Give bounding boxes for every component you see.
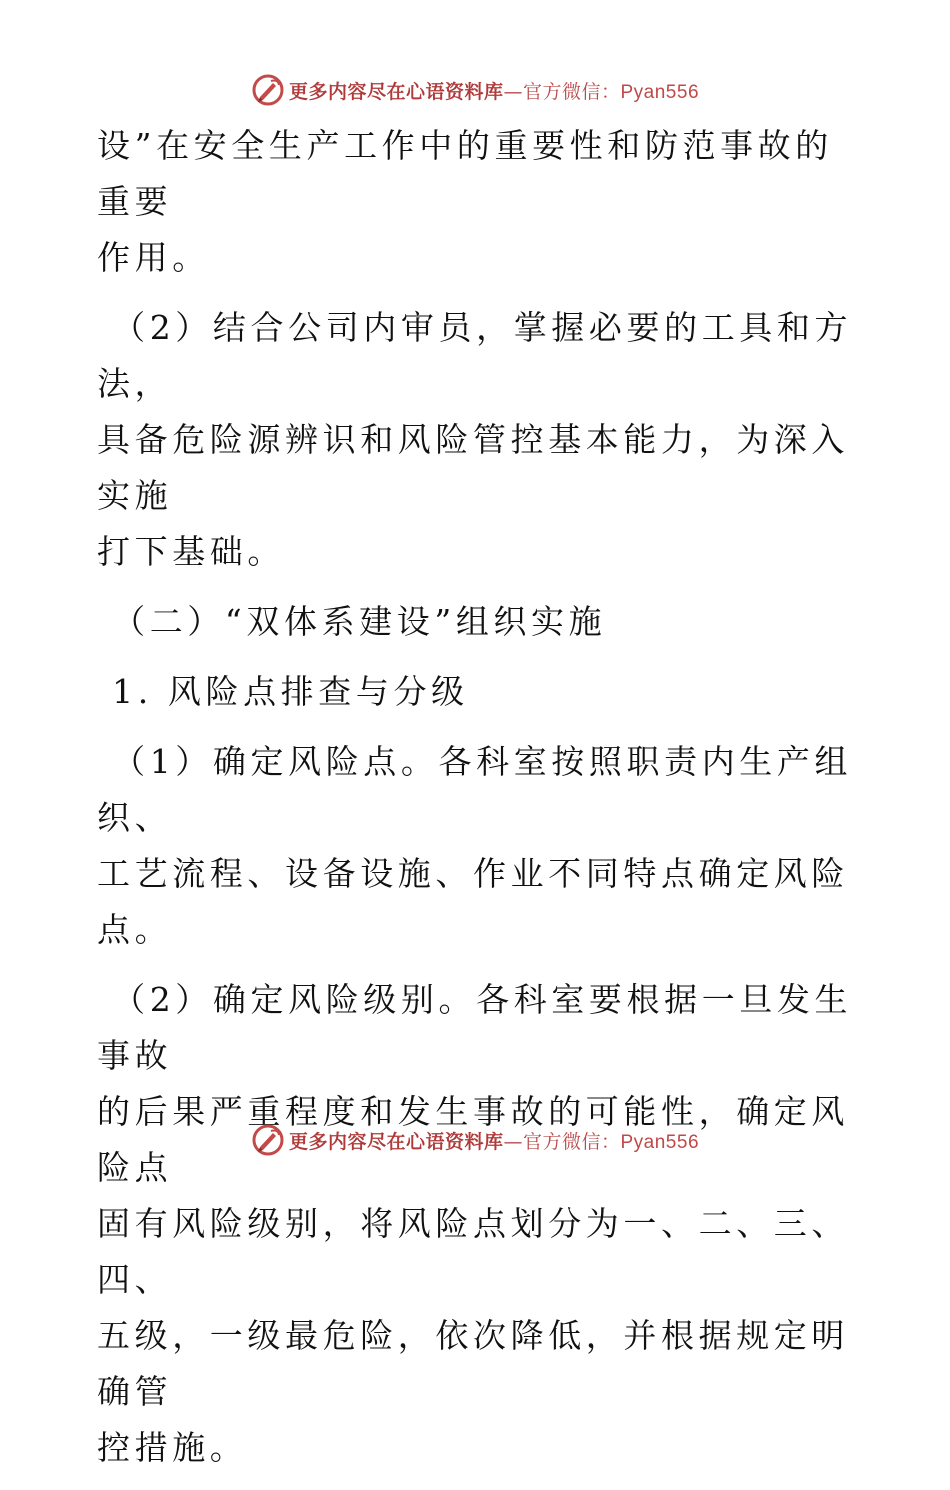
paragraph-internal-auditor (97, 300, 857, 580)
heading-text: （二）“双体系建设”组织实施 (97, 602, 607, 641)
subsection-heading-risk-point (97, 664, 857, 720)
text-line: 固有风险级别，将风险点划分为一、二、三、四、 (97, 1204, 849, 1299)
text-line: （2）确定风险级别。各科室要根据一旦发生事故 (97, 980, 853, 1075)
document-body (97, 118, 857, 1490)
watermark-dash: — (503, 1130, 523, 1153)
watermark-dash: — (503, 80, 523, 103)
heading-text: 1. 风险点排查与分级 (97, 672, 469, 711)
watermark-id: Pyan556 (620, 81, 700, 103)
text-line: 五级，一级最危险，依次降低，并根据规定明确管 (97, 1316, 849, 1411)
watermark-label: 官方微信： (522, 1130, 621, 1153)
watermark-id: Pyan556 (620, 1131, 700, 1153)
text-line: （1）确定风险点。各科室按照职责内生产组织、 (97, 742, 853, 837)
watermark-brand: 更多内容尽在心语资料库 (288, 1130, 504, 1153)
paragraph-determine-risk-point (97, 734, 857, 958)
paragraph-determine-risk-level (97, 972, 857, 1476)
pen-logo-icon (251, 73, 285, 107)
watermark-brand: 更多内容尽在心语资料库 (288, 80, 504, 103)
text-line: 工艺流程、设备设施、作业不同特点确定风险点。 (97, 854, 849, 949)
watermark-label: 官方微信： (522, 80, 621, 103)
pen-logo-icon (251, 1123, 285, 1157)
paragraph-importance (97, 118, 857, 286)
text-line: 具备危险源辨识和风险管控基本能力，为深入实施 (97, 420, 849, 515)
text-line: 的后果严重程度和发生事故的可能性，确定风险点 (97, 1092, 849, 1187)
text-line: 控措施。 (97, 1428, 248, 1467)
text-line: 设”在安全生产工作中的重要性和防范事故的重要 (97, 126, 833, 221)
footer-watermark (0, 1120, 950, 1160)
header-watermark (0, 70, 950, 110)
text-line: 打下基础。 (97, 532, 285, 571)
text-line: （2）结合公司内审员，掌握必要的工具和方法， (97, 308, 853, 403)
text-line: 作用。 (97, 238, 210, 277)
section-heading-implementation (97, 594, 857, 650)
